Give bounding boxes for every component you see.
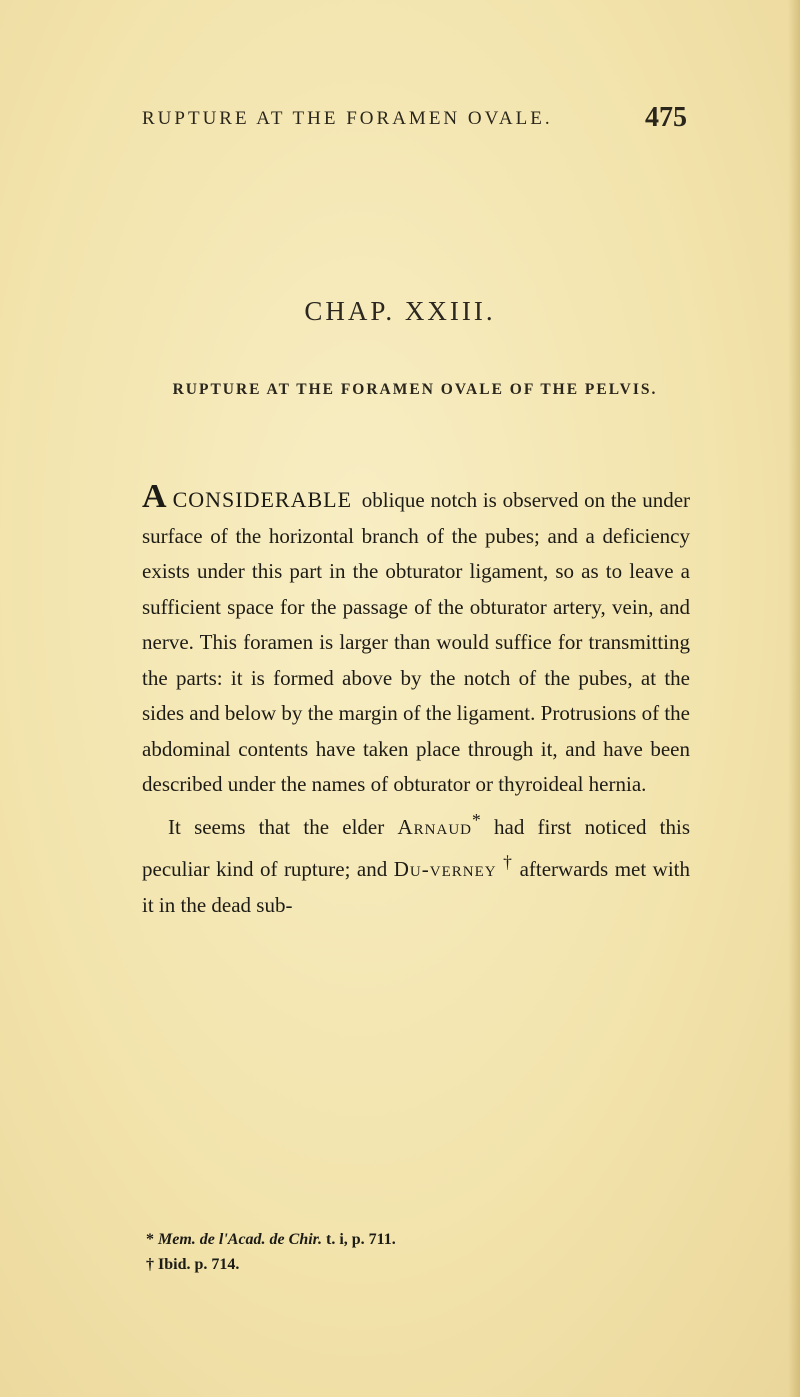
body-text (142, 480, 690, 923)
paragraph-1 (142, 480, 690, 803)
footnote-1-citation: Mem. de l'Acad. de Chir. (158, 1231, 322, 1248)
page-number: 475 (645, 102, 687, 133)
lead-word: CONSIDERABLE (172, 487, 353, 512)
chapter-heading: CHAP. XXIII. (304, 296, 496, 326)
footnote-2-mark: † (146, 1256, 154, 1273)
paragraph-2 (142, 803, 690, 924)
footnote-ref-1[interactable]: * (472, 809, 481, 830)
footnote-1-reference: t. i, p. 711. (326, 1231, 396, 1248)
page-edge-stain (788, 0, 800, 1397)
paragraph-2-middle: had first noticed this peculiar kind of rupture; and (142, 814, 691, 881)
drop-cap: A (142, 478, 167, 515)
footnote-2 (146, 1252, 686, 1277)
footnote-ref-2[interactable]: † (503, 852, 514, 872)
paragraph-2-end: afterwards met with it in the dead sub- (142, 857, 691, 917)
footnotes (146, 1227, 686, 1277)
paragraph-2-start: It seems that the elder (168, 814, 385, 839)
name-duverney: Du-verney (393, 857, 497, 881)
footnote-divider (140, 1220, 680, 1221)
chapter-subtitle: RUPTURE AT THE FORAMEN OVALE OF THE PELVIS. (172, 381, 658, 398)
footnote-2-text: Ibid. p. 714. (158, 1256, 240, 1273)
paragraph-1-text: oblique notch is observed on the under surface of the horizontal branch of the pubes; and a deficiency exists under this part in the obturator ligament, so as to leave a sufficient space for the passage of the obturator artery, vein, and nerve. This foramen is larger than would suffice for transmitting the parts: it is formed above by the notch of the pubes, at the sides and below by the margin of the ligament. Protrusions of the abdominal contents have taken place through it, and have been described under the names of obturator or thyroideal hernia. (142, 488, 691, 796)
name-arnaud: Arnaud (397, 814, 472, 839)
footnote-1-mark: * (146, 1231, 154, 1248)
running-head-title: RUPTURE AT THE FORAMEN OVALE. (142, 108, 553, 129)
footnote-1 (146, 1227, 686, 1252)
running-head (142, 104, 687, 144)
